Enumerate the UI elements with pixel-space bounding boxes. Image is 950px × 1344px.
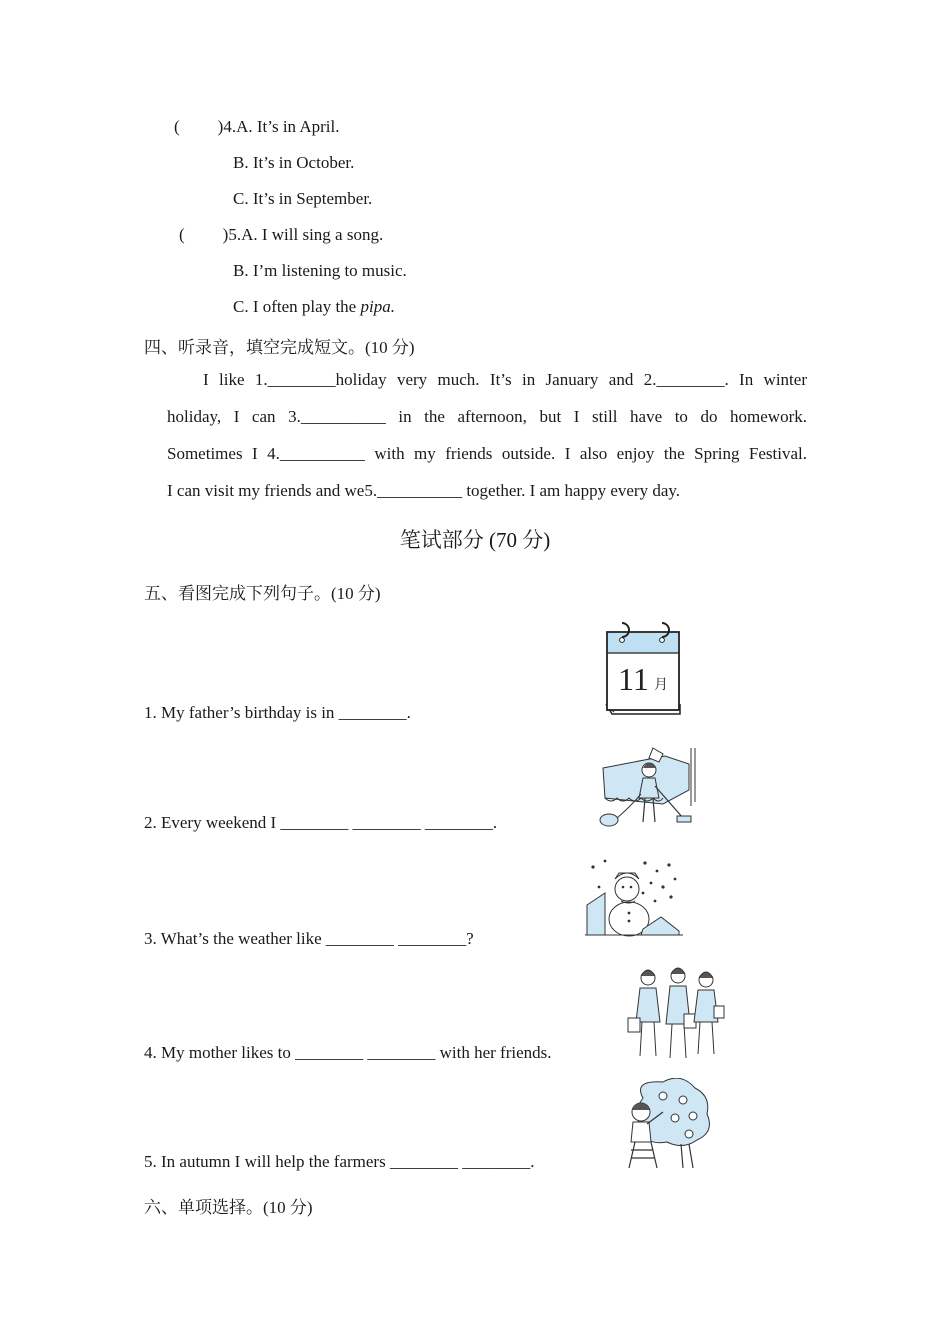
- passage-line: I can visit my friends and we5.__________ together. I am happy every day.: [167, 481, 681, 500]
- written-part-heading: [0, 524, 950, 554]
- sentence-5: 5. In autumn I will help the farmers ________ ________.: [144, 1152, 535, 1171]
- answer-bracket[interactable]: (: [174, 117, 180, 136]
- calendar-icon: [604, 620, 684, 716]
- section-4-score: (10 分): [365, 338, 415, 357]
- question-4: [174, 117, 340, 137]
- question-4-option-a: )4.A. It’s in April.: [217, 117, 340, 136]
- passage-line: holiday, I can 3.__________ in the afternoon, but I still have to do homework.: [167, 407, 807, 426]
- option-c-italic: pipa.: [360, 297, 395, 316]
- sentence-2: 2. Every weekend I ________ ________ ________.: [144, 813, 498, 832]
- snowman-picture: [585, 857, 685, 941]
- written-part-title: 笔试部分: [399, 528, 484, 552]
- question-5: [179, 225, 383, 245]
- option-c-text: C. I often play the: [233, 297, 361, 316]
- written-part-score: (70 分): [489, 528, 551, 552]
- section-5-heading: [144, 579, 381, 604]
- section-5-score: (10 分): [331, 584, 381, 603]
- question-5-option-a: )5.A. I will sing a song.: [222, 225, 384, 244]
- calendar-day: 11: [618, 661, 649, 697]
- section-4-heading: [144, 333, 415, 358]
- question-4-option-c: C. It’s in September.: [233, 189, 373, 208]
- section-6-heading: [144, 1193, 313, 1218]
- section-4-passage: [167, 361, 807, 509]
- girl-vacuuming-picture: [593, 746, 698, 830]
- section-5-title: 五、看图完成下列句子。: [144, 584, 331, 604]
- question-4-option-b: B. It’s in October.: [233, 153, 355, 172]
- answer-bracket[interactable]: (: [179, 225, 185, 244]
- section-6-score: (10 分): [263, 1198, 313, 1217]
- question-5-option-c: [233, 297, 395, 317]
- calendar-month: 月: [654, 677, 668, 693]
- section-6-title: 六、单项选择。: [144, 1198, 263, 1218]
- boy-picking-fruit-picture: [623, 1078, 713, 1170]
- sentence-4: 4. My mother likes to ________ ________ with her friends.: [144, 1043, 552, 1062]
- passage-line: Sometimes I 4.__________ with my friends outside. I also enjoy the Spring Festival.: [167, 444, 807, 463]
- women-shopping-picture: [626, 966, 728, 1060]
- sentence-1: 1. My father’s birthday is in ________.: [144, 703, 411, 722]
- question-5-option-b: B. I’m listening to music.: [233, 261, 407, 280]
- sentence-3: 3. What’s the weather like ________ ________?: [144, 929, 474, 948]
- passage-line: I like 1.________holiday very much. It’s in January and 2.________. In winter: [203, 370, 807, 389]
- section-4-title: 四、听录音，填空完成短文。: [144, 338, 365, 358]
